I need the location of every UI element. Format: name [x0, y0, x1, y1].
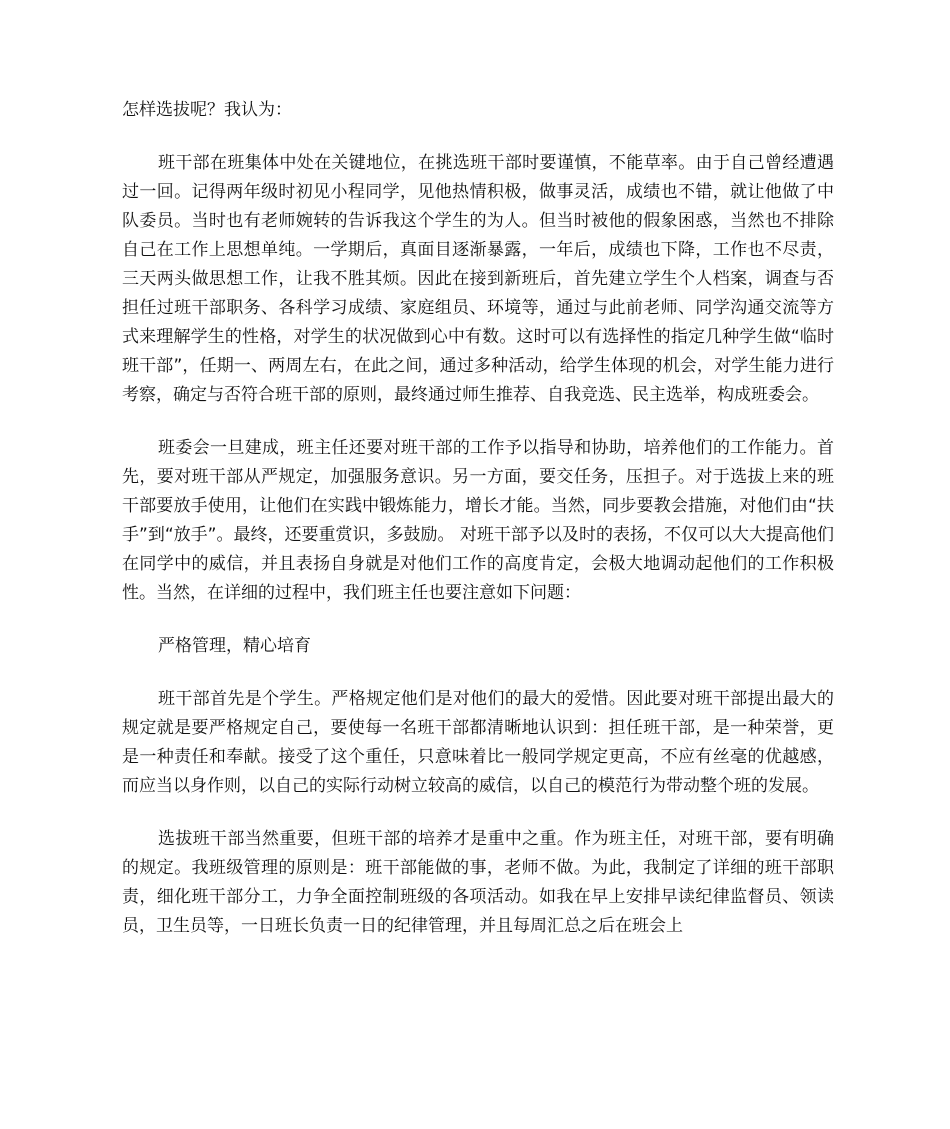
paragraph-training: 选拔班干部当然重要，但班干部的培养才是重中之重。作为班主任，对班干部，要有明确的规定。我班级管理的原则是：班干部能做的事，老师不做。为此，我制定了详细的班干部职责，细化班干部分工，力争全面控制班级的各项活动。如我在早上安排早读纪律监督员、领读员，卫生员等，一日班长负责一日的纪律管理，并且每周汇总之后在班会上 — [122, 829, 834, 936]
intro-question: 怎样选拔呢？我认为： — [122, 100, 292, 120]
paragraph-guidance: 班委会一旦建成，班主任还要对班干部的工作予以指导和协助，培养他们的工作能力。首先，要对班干部从严规定，加强服务意识。另一方面，要交任务，压担子。对于选拔上来的班干部要放手使用，让他们在实践中锻炼能力，增长才能。当然，同步要教会措施，对他们由“扶手”到“放手”。最终，还要重赏识，多鼓励。 对班干部予以及时的表扬，不仅可以大大提高他们在同学中的威信，并且表扬自身就是对他们工作的高度肯定，会极大地调动起他们的工作积极性。当然，在详细的过程中，我们班主任也要注意如下问题： — [122, 438, 834, 603]
paragraph-strict-management: 班干部首先是个学生。严格规定他们是对他们的最大的爱惜。因此要对班干部提出最大的规定就是要严格规定自己，要使每一名班干部都清晰地认识到：担任班干部，是一种荣誉，更是一种责任和奉献。接受了这个重任，只意味着比一般同学规定更高，不应有丝毫的优越感，而应当以身作则，以自己的实际行动树立较高的威信，以自己的模范行为带动整个班的发展。 — [122, 689, 834, 796]
paragraph-selection: 班干部在班集体中处在关键地位，在挑选班干部时要谨慎，不能草率。由于自己曾经遭遇过一回。记得两年级时初见小程同学，见他热情积极，做事灵活，成绩也不错，就让他做了中队委员。当时也有老师婉转的告诉我这个学生的为人。但当时被他的假象困惑，当然也不排除自己在工作上思想单纯。一学期后，真面目逐渐暴露，一年后，成绩也下降，工作也不尽责，三天两头做思想工作，让我不胜其烦。因此在接到新班后，首先建立学生个人档案，调查与否担任过班干部职务、各科学习成绩、家庭组员、环境等，通过与此前老师、同学沟通交流等方式来理解学生的性格，对学生的状况做到心中有数。这时可以有选择性的指定几种学生做“临时班干部”，任期一、两周左右，在此之间，通过多种活动，给学生体现的机会，对学生能力进行考察，确定与否符合班干部的原则，最终通过师生推荐、自我竞选、民主选举，构成班委会。 — [122, 153, 834, 405]
section-heading: 严格管理，精心培育 — [158, 636, 311, 656]
document-body — [122, 96, 834, 965]
